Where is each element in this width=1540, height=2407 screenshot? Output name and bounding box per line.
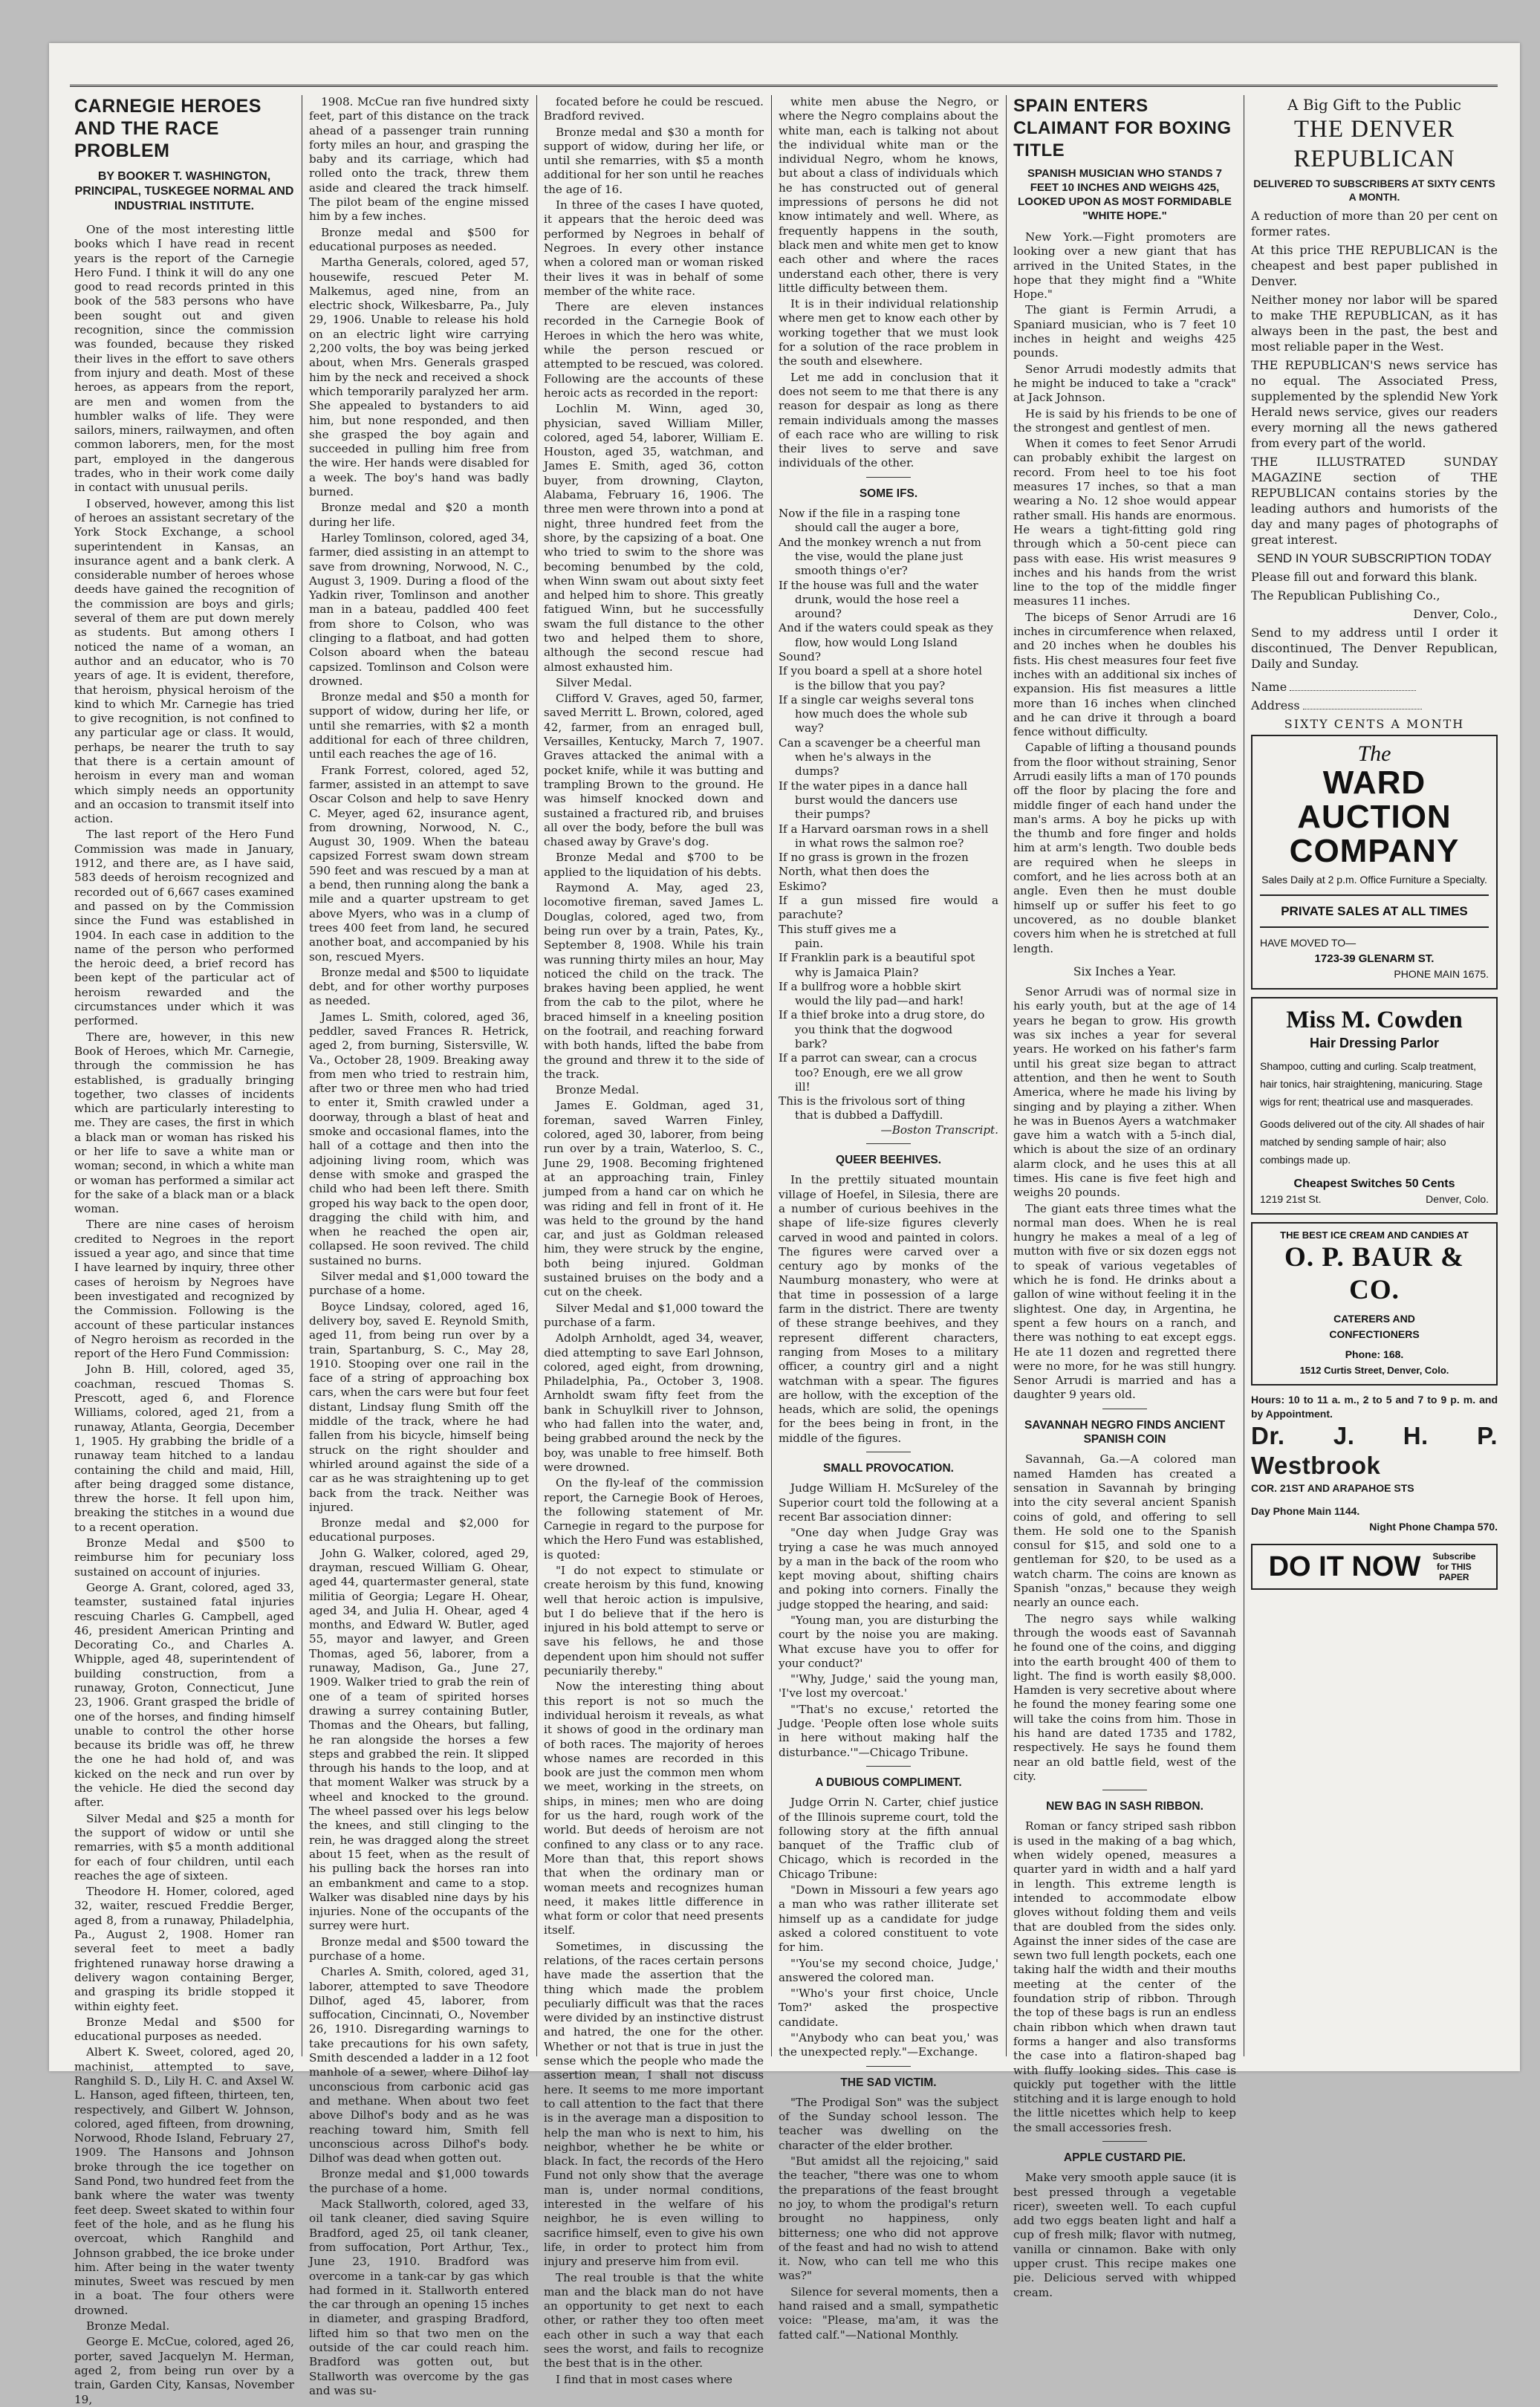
dubious-compliment-title: A DUBIOUS COMPLIMENT. — [815, 1776, 962, 1789]
apple-pie-text: Make very smooth apple sauce (it is best pressed through a vegetable ricer), sweeten well. To each cupful add two eggs beaten light and half a cup of fresh milk; flavor with nutmeg, vanilla or cinnamon. Bake with only upper crust. This recipe makes one pie. Delicious served with whipped cream. — [1013, 2171, 1236, 2299]
ward-moved: HAVE MOVED TO— — [1260, 937, 1357, 949]
paragraph: Bronze Medal and $500 for educational purposes as needed. — [74, 2015, 294, 2044]
poem-line: If a bullfrog wore a hobble skirt — [779, 979, 961, 993]
paragraph: Bronze medal and $500 toward the purchase of a home. — [309, 1935, 529, 1963]
paragraph: "One day when Judge Gray was trying a case he was much annoyed by a man in the back of the room who kept moving about, shifting chairs and poking into corners. Finally the judge stopped the hearing, and said: — [779, 1526, 998, 1611]
poem-line: Eskimo? — [779, 879, 827, 893]
paragraph: Silver Medal and $1,000 toward the purchase of a farm. — [544, 1301, 764, 1329]
denver-cta: SEND IN YOUR SUBSCRIPTION TODAY — [1256, 551, 1492, 565]
column-divider — [536, 95, 537, 2056]
paragraph: There are eleven instances recorded in the Carnegie Book of Heroes in which the hero was white, while the person rescued or attempted to be rescued, was colored. Following are the accounts of these heroic acts as recorded in the report: — [544, 300, 764, 400]
poem-line: their pumps? — [795, 808, 871, 822]
poem-line: And if the waters could speak as they — [779, 621, 993, 635]
denver-paragraphs — [1251, 208, 1498, 548]
cowden-ad — [1251, 997, 1498, 1215]
paragraph: New York.—Fight promoters are looking over a new giant that has arrived in the United States, in the hope that they might find a "White Hope." — [1013, 230, 1236, 302]
some-ifs-title: SOME IFS. — [859, 487, 918, 500]
poem-line: flow, how would Long Island — [795, 635, 958, 649]
cowden-address: 1219 21st St. — [1260, 1193, 1322, 1205]
queer-beehives-text: In the prettily situated mountain village of Hoefel, in Silesia, there are a number of curious beehives in the shape of life-size figures cleverly carved in wood and painted in colors. The figures were carved over a century ago by monks of the Naumburg monastery, who were at that time in possession of a large farm in the district. There are twenty of these strange beehives, and they represent different characters, ranging from Moses to a military officer, a country girl and a night watchman with a spear. The figures are hollow, with the exception of the heads, which are solid, the openings for the bees being in front, in the middle of the figures. — [779, 1173, 998, 1445]
paragraph: Bronze medal and $500 for educational purposes as needed. — [309, 225, 529, 253]
paragraph: Bronze medal and $2,000 for educational purposes. — [309, 1516, 529, 1544]
paragraph: Lochlin M. Winn, aged 30, physician, saved William Miller, colored, aged 54, laborer, William E. Houston, aged 35, watchman, and James E. Smith, aged 36, cotton buyer, from drowning, Clayton, Alabama, February 16, 1906. The three men were thrown into a pond at night, three hundred feet from the shore, by the capsizing of a boat. One who tried to swim to the shore was becoming benumbed by the cold, when Winn swam out about sixty feet and helped him to shore. This greatly fatigued Winn, but he successfully swam the full distance to the other two and helped them to shore, although the second rescue had almost exhausted him. — [544, 402, 764, 674]
poem-line: North, what then does the — [779, 865, 929, 879]
baur-line-2: CONFECTIONERS — [1329, 1328, 1420, 1340]
cowden-goods: Goods delivered out of the city. All shades of hair matched by sending sample of hair; also combings made up. — [1260, 1118, 1485, 1166]
paragraph: Clifford V. Graves, aged 50, farmer, saved Merritt L. Brown, colored, aged 42, farmer, from an enraged bull, Versailles, Kentucky, March 7, 1907. Graves attacked the animal with a pocket knife, while it was butting and trampling Brown to the ground. He was himself knocked down and sustained a fractured rib, and bruises all over the body, before the bull was chased away by Grave's dog. — [544, 692, 764, 849]
poem-line: why is Jamaica Plain? — [795, 965, 919, 979]
paragraph: Senor Arrudi was of normal size in his early youth, but at the age of 14 years he began to grow. His growth was six inches a year for several years. He worked on his father's farm until his great size began to attract attention, and then he went to South America, where he made his living by singing and by playing a zither. When he was in Buenos Ayers a watchmaker gave him a watch with a 5-inch dial, which is about the size of an ordinary alarm clock, and he uses this at all times. His cane is five feet high and weighs 20 pounds. — [1013, 985, 1236, 1200]
paragraph: The negro says while walking through the woods east of Savannah he found one of the coins, and digging into the earth brought 400 of them to light. The find is worth easily $8,000. Hamden is very secretive about where he found the money fearing some one will take the coins from him. Those in his hand are dated 1735 and 1782, respectively. He says he found them near an old battle field, west of the city. — [1013, 1611, 1236, 1783]
paragraph: Bronze medal and $30 a month for support of widow, during her life, or until she remarries, with $5 a month additional for her son until he reaches the age of 16. — [544, 125, 764, 196]
paragraph: Judge William H. McSureley of the Superior court told the following at a recent Bar association dinner: — [779, 1481, 998, 1524]
denver-title-1: THE DENVER — [1293, 116, 1455, 143]
small-provocation-title: SMALL PROVOCATION. — [823, 1462, 954, 1475]
column-1 — [74, 95, 294, 2406]
paragraph: When it comes to feet Senor Arrudi can probably exhibit the largest on record. From heel to toe his foot measures 17 inches, so that a man wearing a No. 12 shoe would appear rather small. His hands are enormous. He wears a tight-fitting gold ring through which a 50-cent piece can pass with ease. His wrist measures 9 inches and his hands from the wrist line to the top of the middle finger measures 11 inches. — [1013, 437, 1236, 608]
poem-line: Now if the file in a rasping tone — [779, 507, 961, 521]
paragraph: Theodore H. Homer, colored, aged 32, waiter, rescued Freddie Berger, aged 8, from a runaway, Philadelphia, Pa., August 2, 1908. Homer ran several feet to meet a badly frightened runaway horse drawing a delivery wagon containing Berger, and grasping its bridle stopped it within eighty feet. — [74, 1885, 294, 2013]
do-it-now-sub: Subscribe for THIS PAPER — [1432, 1551, 1476, 1582]
paragraph: "Young man, you are disturbing the court by the noise you are making. What excuse have you to offer for your conduct?' — [779, 1613, 998, 1670]
paragraph: "'Anybody who can beat you,' was the unexpected reply."—Exchange. — [779, 2031, 998, 2059]
cowden-city: Denver, Colo. — [1426, 1193, 1489, 1205]
paragraph: Silver Medal. — [556, 675, 632, 689]
address-label: Address — [1251, 698, 1300, 712]
small-provocation-text — [779, 1481, 998, 1760]
spanish-coin-text — [1013, 1452, 1236, 1784]
paragraph: Silence for several moments, then a hand raised and a small, sympathetic voice: "Please, ma'am, it was the fatted calf."—National Monthly. — [779, 2284, 998, 2342]
paragraph: Savannah, Ga.—A colored man named Hamden has created a sensation in Savannah by bringing into the city several ancient Spanish coins of gold, and offering to sell them. He sold one to the Spanish consul for $15, and sold one to a gentleman for $20, to be used as a watch charm. The coins are known as Spanish "onzas," because they weigh nearly an ounce each. — [1013, 1452, 1236, 1610]
denver-city: Denver, Colo., — [1413, 607, 1498, 621]
poem-line: If Franklin park is a beautiful spot — [779, 951, 975, 965]
paragraph: Bronze Medal. — [86, 2319, 170, 2333]
baur-name: O. P. BAUR & CO. — [1284, 1242, 1464, 1305]
spanish-coin-title: SAVANNAH NEGRO FINDS ANCIENT SPANISH COIN — [1024, 1418, 1226, 1446]
paragraph: Frank Forrest, colored, aged 52, farmer, assisted in an attempt to save Oscar Colson and help to save Henry C. Meyer, aged 62, insurance agent, from drowning, Norwood, N. C., August 30, 1909. When the bateau capsized Forrest swam down stream 590 feet and was rescued by a man at a bend, then running along the bank a mile and a quarter upstream to get above Myers, who was in a clump of trees 400 feet from land, he secured another boat, and accompanied by his son, rescued Myers. — [309, 763, 529, 964]
paragraph: Charles A. Smith, colored, aged 31, laborer, attempted to save Theodore Dilhof, aged 45, laborer, from suffocation, Cincinnati, O., November 26, 1910. Disregarding warnings to take precautions for his own safety, Smith descended a ladder in a 12 foot manhole of a sewer, where Dilhof lay unconscious from carbonic acid gas and methane. When about two feet above Dilhof's body and as he was reaching toward him, Smith fell unconscious across Dilhof's body. Dilhof was dead when gotten out. — [309, 1965, 529, 2166]
column-5 — [1013, 95, 1236, 2299]
denver-publisher: The Republican Publishing Co., — [1251, 588, 1440, 602]
ward-auction-ad — [1251, 735, 1498, 990]
poem-line: If a single car weighs several tons — [779, 692, 974, 706]
paragraph: Martha Generals, colored, aged 57, housewife, rescued Peter M. Malkemus, aged nine, from an electric shock, Wilkesbarre, Pa., July 29, 1906. Unable to release his hold on an electric light wire carrying 2,200 volts, the boy was being jerked about, when Mrs. Generals grasped him by the neck and received a shock which temporarily paralyzed her arm. She appealed to bystanders to aid him, but none responded, and then she grasped the boy again and succeeded in pulling him free from the wire. Her hands were disabled for a week. The boy's hand was badly burned. — [309, 256, 529, 499]
denver-intro: A Big Gift to the Public — [1287, 96, 1461, 114]
ward-phone: PHONE MAIN 1675. — [1394, 968, 1489, 980]
cowden-footer — [1260, 1192, 1489, 1207]
article-body-continued — [309, 95, 529, 2398]
paragraph: Bronze medal and $50 a month for support of widow, during her life, or until she remarries, with $2 a month additional for each of three children, until each reaches the age of 16. — [309, 690, 529, 761]
paragraph: Senor Arrudi modestly admits that he might be induced to take a "crack" at Jack Johnson. — [1013, 362, 1236, 405]
baur-ad — [1251, 1222, 1498, 1386]
paragraph: "I do not expect to stimulate or create heroism by this fund, knowing well that heroic action is impulsive, but I do believe that if the hero is injured in his bold attempt to serve or save his fellows, he and those dependent upon him should not suffer pecuniarily thereby." — [544, 1563, 764, 1678]
sad-victim-text — [779, 2096, 998, 2342]
do-it-now-ad — [1251, 1544, 1498, 1590]
poem-line: should call the auger a bore, — [795, 521, 960, 535]
ward-name-1: WARD AUCTION — [1297, 764, 1452, 835]
newspaper-page — [49, 43, 1520, 2406]
denver-title-2: REPUBLICAN — [1293, 146, 1455, 172]
name-field-row[interactable] — [1251, 679, 1498, 695]
denver-form-note: Please fill out and forward this blank. — [1251, 570, 1478, 584]
paragraph: George E. McCue, colored, aged 26, porter, saved Jacquelyn M. Herman, aged 2, from being run over by a train, Garden City, Kansas, November 19, — [74, 2335, 294, 2406]
paragraph: Now the interesting thing about this report is not so much the individual heroism it reveals, as what it shows of good in the ordinary man of both races. The majority of heroes whose names are recorded in this book are just the common men whom we meet, working in the streets, on ships, in mines; men who are doing for us the hard, rough work of the world. But deeds of heroism are not confined to any class or to any race. More than that, this report shows that when the ordinary man or woman meets and recognizes human need, it makes little difference in what form or color that need presents itself. — [544, 1680, 764, 1937]
poem-line: when he's always in the — [795, 750, 932, 764]
do-it-now-text: DO IT NOW — [1268, 1551, 1421, 1582]
paragraph: George A. Grant, colored, aged 33, teamster, sustained fatal injuries rescuing Charles G. Campbell, aged 46, president American Printing and Decorating Co., and Charles A. Whipple, aged 48, superintendent of building construction, from a runaway, Groton, Connecticut, June 23, 1906. Grant grasped the bridle of one of the horses, and finding himself unable to control the other horse because its bridle was off, he threw the one he had hold of, and was kicked on the neck and run over by the vehicle. He died the second day after. — [74, 1580, 294, 1810]
paragraph: 1908. McCue ran five hundred sixty feet, part of this distance on the track ahead of a passenger train running forty miles an hour, and grasping the baby and its carriage, which had rolled onto the track, threw them aside and cleared the track himself. The pilot beam of the engine missed him by a few inches. — [309, 95, 529, 224]
baur-address: 1512 Curtis Street, Denver, Colo. — [1299, 1365, 1449, 1376]
paragraph: Mack Stallworth, colored, aged 33, oil tank cleaner, died saving Squire Bradford, aged 25, oil tank cleaner, from suffocation, Port Arthur, Tex., June 23, 1910. Bradford was overcome in a tank-car by gas which had formed in it. Stallworth entered the car through an opening 15 inches in diameter, and grasping Bradford, lifted him so that two men on the outside of the car could reach him. Bradford was gotten out, but Stallworth was overcome by the gas and was su- — [309, 2198, 529, 2397]
apple-pie-title: APPLE CUSTARD PIE. — [1063, 2151, 1186, 2164]
paragraph: I find that in most cases where — [556, 2372, 732, 2386]
name-label: Name — [1251, 680, 1287, 694]
paragraph: On the fly-leaf of the commission report, the Carnegie Book of Heroes, the following statement of Mr. Carnegie in regard to the purpose for which the Hero Fund was established, is quoted: — [544, 1476, 764, 1562]
paragraph: "Down in Missouri a few years ago a man who was rather illiterate set himself up as a candidate for judge asked a colored constituent to vote for him. — [779, 1883, 998, 1955]
poem-line: the vise, would the plane just — [795, 549, 964, 563]
paragraph: There are nine cases of heroism credited to Negroes in the report issued a year ago, and since that time I have learned by inquiry, three other cases of heroism by Negroes have been investigated and recognized by the Commission. Following is the account of these particular instances of Negro heroism as recorded in the report of the Hero Fund Commission: — [74, 1218, 294, 1361]
ward-address: 1723-39 GLENARM ST. — [1314, 952, 1435, 965]
paragraph: Albert K. Sweet, colored, aged 20, machinist, attempted to save, Ranghild S. D., Lily H. C. and Axsel W. L. Hanson, aged fifteen, thirteen, ten, respectively, and Gilbert W. Johnson, colored, aged fifteen, from drowning, Norwood, Rhode Island, February 27, 1909. The Hansons and Johnson broke through the ice together on Sand Pond, two hundred feet from the bank where the water was twenty feet deep. Sweet skated to within four feet of the hole, and as he flung his overcoat, which Ranghild and Johnson grabbed, the ice broke under him. After being in the water twenty minutes, Sweet was rescued by men in a boat. The four others were drowned. — [74, 2045, 294, 2317]
paragraph: John G. Walker, colored, aged 29, drayman, rescued William G. Ohear, aged 44, quartermaster general, state militia of Georgia; Legare H. Ohear, aged 34, and Julia H. Ohear, aged 4 months, and Edward W. Butler, aged 55, mayor and lawyer, and Green Thomas, aged 56, laborer, from a runaway, Madison, Ga., June 27, 1909. Walker tried to grab the rein of one of a team of spirited horses drawing a surrey containing Butler, Thomas and the Ohears, but falling, he ran alongside the horses a few steps and grabbed the rein. It slipped through his hands to the loop, and at that moment Walker was struck by a wheel and knocked to the ground. The wheel passed over his legs below the knees, and still clinging to the rein, he was dragged along the street about 15 feet, when as the result of his pulling back the horses ran into an embankment and came to a stop. Walker was disabled nine days by his injuries. None of the occupants of the surrey were hurt. — [309, 1546, 529, 1933]
poem-line: is the billow that you pay? — [795, 678, 946, 692]
paragraph: THE REPUBLICAN'S news service has no equal. The Associated Press, supplemented by the splendid New York Herald news service, gives our readers every morning all the news gathered from every part of the world. — [1251, 358, 1498, 450]
poem-line: how much does the whole sub — [795, 707, 968, 721]
paragraph: The biceps of Senor Arrudi are 16 inches in circumference when relaxed, and 20 inches when he doubles his fists. His chest measures four feet five inches with an additional six inches of expansion. His fist measures a little more than 16 inches when clinched and he can drive it through a board fence without difficulty. — [1013, 610, 1236, 739]
column-6-ads — [1251, 95, 1498, 2056]
poem-line: pain. — [795, 936, 824, 950]
poem-line: dumps? — [795, 764, 839, 779]
paragraph: Judge Orrin N. Carter, chief justice of the Illinois supreme court, told the following story at the fifth annual banquet of the Traffic club of Chicago, which is recorded in the Chicago Tribune: — [779, 1796, 998, 1881]
poem-line: If a parrot can swear, can a crocus — [779, 1051, 977, 1065]
paragraph: The real trouble is that the white man and the black man do not have an opportunity to get next to each other, or rather they too often meet each other in such a way that each sees the worst, and fails to recognize the best that is in the other. — [544, 2270, 764, 2371]
denver-offer: DELIVERED TO SUBSCRIBERS AT SIXTY CENTS A MONTH. — [1253, 178, 1495, 203]
poem-line: If a gun missed fire would a parachute? — [779, 894, 998, 922]
paragraph: Capable of lifting a thousand pounds from the floor without straining, Senor Arrudi easily lifts a man of 170 pounds off the floor by placing the fore and middle finger of each hand under the man's arms. A boy he picks up with the thumb and fore finger and holds him at arm's length. Two double beds are required when he sleeps in comfort, and he lies across both at an angle. Even then he must double himself up or suffer his feet to go uncovered, as no double blanket covers him when he is stretched at full length. — [1013, 741, 1236, 955]
poem-line: Can a scavenger be a cheerful man — [779, 735, 981, 750]
poem-line: drunk, would the hose reel a — [795, 592, 959, 606]
article-conclusion — [779, 95, 998, 471]
paragraph: James E. Goldman, aged 31, foreman, saved Warren Finley, colored, aged 30, laborer, from being run over by a train, Waterloo, S. C., June 29, 1908. Becoming frightened at an approaching train, Finley jumped from a hand car on which he was riding and fell in front of it. He was held to the ground by the hand car, and just as Goldman released him, they were struck by the engine, both being injured. Goldman sustained bruises on the body and a cut on the cheek. — [544, 1099, 764, 1299]
paragraph: A reduction of more than 20 per cent on former rates. — [1251, 209, 1498, 238]
some-ifs-poem — [779, 507, 998, 1123]
paragraph: Bronze Medal. — [556, 1083, 640, 1097]
byline: BY BOOKER T. WASHINGTON, PRINCIPAL, TUSKEGEE NORMAL AND INDUSTRIAL INSTITUTE. — [74, 170, 294, 212]
paragraph: focated before he could be rescued. Bradford revived. — [544, 95, 764, 123]
sad-victim-title: THE SAD VICTIM. — [840, 2076, 937, 2089]
section-rule — [866, 477, 911, 478]
westbrook-address: COR. 21ST AND ARAPAHOE STS — [1251, 1482, 1414, 1494]
article-body-continued — [544, 95, 764, 2387]
poem-line: Sound? — [779, 649, 821, 663]
poem-line: If a thief broke into a drug store, do — [779, 1008, 985, 1022]
westbrook-name: Dr. J. H. P. Westbrook — [1251, 1422, 1498, 1479]
paragraph: Bronze medal and $1,000 towards the purchase of a home. — [309, 2167, 529, 2195]
sash-ribbon-title: NEW BAG IN SASH RIBBON. — [1046, 1800, 1203, 1813]
address-field-row[interactable] — [1251, 698, 1498, 713]
cowden-name: Miss M. Cowden — [1286, 1007, 1463, 1033]
spain-article-continued — [1013, 985, 1236, 1403]
paragraph: Raymond A. May, aged 23, locomotive fireman, saved James L. Douglas, colored, aged two, from being run over by a train, Pates, Ky., September 8, 1908. While his train was running thirty miles an hour, May noticed the child on the track. The brakes having been applied, he went from the cab to the pilot, where he braced himself in a kneeling position on the footrail, and reaching forward with both hands, lifted the babe from the ground and threw it to the side of the track. — [544, 881, 764, 1081]
poem-line: ill! — [795, 1079, 810, 1094]
ward-name-2: COMPANY — [1289, 833, 1460, 869]
dubious-compliment-text — [779, 1796, 998, 2059]
spain-article — [1013, 230, 1236, 956]
paragraph: Harley Tomlinson, colored, aged 34, farmer, died assisting in an attempt to save from drowning, Norwood, N. C., August 3, 1909. During a flood of the Yadkin river, Tomlinson and another man in a bateau, paddled 400 feet from shore to Colson, who was clinging to a flatboat, and had gotten Colson aboard when the bateau capsized. Tomlinson and Colson were drowned. — [309, 530, 529, 688]
article-body — [74, 223, 294, 2407]
paragraph: Adolph Arnholdt, aged 34, weaver, died attempting to save Earl Johnson, colored, aged eight, from drowning, Philadelphia, Pa., October 3, 1908. Arnholdt swam fifty feet from the bank in Schuylkill river to Johnson, who had fallen into the water, and, being grabbed around the neck by the boy, was unable to free himself. Both were drowned. — [544, 1331, 764, 1474]
poem-line: way? — [795, 721, 824, 735]
sash-ribbon-text: Roman or fancy striped sash ribbon is used in the making of a bag which, when widely opened, measures a quarter yard in width and a half yard in length. This extreme length is intended to accommodate elbow gloves without folding them and veils that are doubled from the sides only. Against the inner sides of the case are sewn two full length pockets, each one taking half the width and their mouths meeting at the center of the foundation strip of ribbon. Through the top of these bags is run an endless chain ribbon which when drawn taut forms a hanger and also transforms the case into a flatiron-shaped bag with fluffy looking sides. This case is quickly put together with the little stitching and it is large enough to hold the little nicettes which help to keep the small accessories fresh. — [1013, 1819, 1236, 2134]
paragraph: "'You'se my second choice, Judge,' answered the colored man. — [779, 1956, 998, 1984]
column-divider — [771, 95, 772, 2056]
westbrook-ad — [1251, 1393, 1498, 1535]
column-3 — [544, 95, 764, 2386]
paragraph: "The Prodigal Son" was the subject of the Sunday school lesson. The teacher was dwelling on the character of the elder brother. — [779, 2095, 998, 2152]
poem-line: And the monkey wrench a nut from — [779, 535, 981, 549]
column-2 — [309, 95, 529, 2397]
paragraph: "'Who's your first choice, Uncle Tom?' asked the prospective candidate. — [779, 1987, 998, 2029]
poem-line: smooth things o'er? — [795, 564, 908, 578]
poem-line: If you board a spell at a shore hotel — [779, 664, 982, 678]
poem-line: that is dubbed a Daffydill. — [795, 1108, 943, 1123]
ward-private: PRIVATE SALES AT ALL TIMES — [1281, 904, 1468, 918]
cowden-switches: Cheapest Switches 50 Cents — [1293, 1177, 1455, 1190]
column-4 — [779, 95, 998, 2342]
poem-line: This stuff gives me a — [779, 922, 897, 936]
denver-republican-ad — [1251, 95, 1498, 732]
poem-line: you think that the dogwood — [795, 1022, 953, 1036]
paragraph: I observed, however, among this list of heroes an assistant secretary of the York Stock Exchange, a school superintendent in Kansas, an insurance agent and a bank clerk. A considerable number of heroes whose deeds have gained the recognition of the commission are boys and girls; several of them are put down merely as students. But among others I noticed the name of a woman, an author and an educator, who is 70 years of age. It is evident, therefore, that heroism, physical heroism of the kind to which Mr. Carnegie has tried to give recognition, is not confined to any particular age or class. It would, perhaps, be nearer the truth to say that there is a certain amount of heroism in every man and woman which simply needs an opportunity and an occasion to transmit itself into action. — [74, 496, 294, 826]
baur-line-1: CATERERS AND — [1333, 1313, 1415, 1325]
ward-the: The — [1357, 741, 1391, 766]
section-rule — [866, 1766, 911, 1767]
westbrook-day-phone: Day Phone Main 1144. — [1251, 1505, 1360, 1517]
section-rule — [1102, 2141, 1147, 2142]
paragraph: John B. Hill, colored, aged 35, coachman, rescued Thomas S. Prescott, aged 6, and Florence Williams, colored, aged 21, from a runaway, Atlanta, Georgia, December 1, 1905. Hy grabbing the bridle of a runaway team hitched to a landau containing the child and maid, Hill, after being dragged some distance, threw the horse. It fell upon him, breaking the stitches in a wound due to a recent operation. — [74, 1362, 294, 1534]
paragraph: The giant eats three times what the normal man does. When he is real hungry he makes a meal of a leg of mutton with five or six dozen eggs not to speak of various vegetables of which he is fond. He drinks about a gallon of wine without feeling it in the slightest. One day, in Argentina, he spent a few hours on a ranch, and there was nothing to eat except eggs. He ate 11 dozen and regretted there were no more, for he was still hungry. Senor Arrudi is married and has a daughter 9 years old. — [1013, 1201, 1236, 1402]
baur-top: THE BEST ICE CREAM AND CANDIES AT — [1280, 1230, 1469, 1241]
ward-sales: Sales Daily at 2 p.m. Office Furniture a Specialty. — [1261, 874, 1487, 886]
headline-carnegie-heroes: CARNEGIE HEROES AND THE RACE PROBLEM — [74, 96, 261, 161]
paragraph: white men abuse the Negro, or where the Negro complains about the white man, each is talking not about the individual white man or the individual Negro, whom he knows, but about a class of individuals which he has constructed out of general impressions of persons he did not know intimately and well. Where, as frequently happens in the south, black men and white men get to know each other and where the races understand each other, there is very little difficulty between them. — [779, 95, 998, 295]
paragraph: Sometimes, in discussing the relations, of the races certain persons have made the assertion that the thing which made the problem peculiarly difficult was that the races were divided by an instinctive distrust and hatred, the one for the other. Whether or not that is true in just the sense which the people who made the assertion mean, I shall not discuss here. It seems to me more important to call attention to the fact that there is in the average man a disposition to help the man who is next to him, his neighbor, whether he be white or black. In fact, the records of the Hero Fund not only show that the average man is, under normal conditions, interested in the welfare of his neighbor, he is even willing to sacrifice himself, even to give his own life, in order to protect him from injury and preserve him from evil. — [544, 1939, 764, 2269]
six-inches-subhead: Six Inches a Year. — [1073, 964, 1177, 978]
poem-line: too? Enough, ere we all grow — [795, 1065, 963, 1079]
poem-line: If the water pipes in a dance hall — [779, 779, 968, 793]
paragraph: James L. Smith, colored, aged 36, peddler, saved Frances R. Hetrick, aged 2, from burning, Sistersville, W. Va., October 28, 1909. Breaking away from men who tried to restrain him, after two or three men who had tried to enter it, Smith crawled under a doorway, through a blast of heat and smoke and occasional flames, into the hall of a cottage and then into the adjoining living room, which was dense with smoke and grasped the child who had been left there. Smith groped his way back to the open door, dragging the child with him, and when he reached the open air, collapsed. He soon revived. The child sustained no burns. — [309, 1010, 529, 1267]
poem-line: around? — [795, 607, 842, 621]
denver-form-text: Send to my address until I order it discontinued, The Denver Republican, Daily and Sunday. — [1251, 626, 1498, 671]
paragraph: One of the most interesting little books which I have read in recent years is the report of the Carnegie Hero Fund. I think it will do any one good to read records printed in this book of the 583 persons who have been sought out and given recognition, since the commission was founded, because they risked their lives in the effort to save others from injury and death. Most of these heroes, as appears from the report, are men and women from the humbler walks of life. They were sailors, miners, railwaymen, and often common laborers, men, for the most part, employed in the dangerous trades, who in their work come daily in contact with unusual perils. — [74, 223, 294, 495]
poem-line: If a Harvard oarsman rows in a shell — [779, 822, 989, 836]
paragraph: Bronze medal and $500 to liquidate debt, and for other worthy purposes as needed. — [309, 965, 529, 1008]
paragraph: Neither money nor labor will be spared to make THE REPUBLICAN, as it has always been in the past, the best and most reliable paper in the West. — [1251, 293, 1498, 354]
westbrook-hours: Hours: 10 to 11 a. m., 2 to 5 and 7 to 9 p. m. and by Appointment. — [1251, 1394, 1498, 1420]
section-rule — [866, 2066, 911, 2067]
section-rule — [866, 1143, 911, 1144]
cowden-services: Shampoo, cutting and curling. Scalp treatment, hair tonics, hair straightening, manicuring. Stage wigs for rent; theatrical use and masquerades. — [1260, 1060, 1483, 1108]
poem-line: If the house was full and the water — [779, 578, 978, 592]
paragraph: He is said by his friends to be one of the strongest and gentlest of men. — [1013, 406, 1236, 435]
poem-line: This is the frivolous sort of thing — [779, 1094, 966, 1108]
name-blank[interactable] — [1290, 690, 1416, 691]
poem-source: —Boston Transcript. — [880, 1123, 998, 1137]
paragraph: Silver medal and $1,000 toward the purchase of a home. — [309, 1270, 529, 1298]
paragraph: Bronze medal and $20 a month during her life. — [309, 501, 529, 529]
paragraph: There are, however, in this new Book of Heroes, which Mr. Carnegie, through the commission he has established, is gradually bringing together, two classes of incidents which are particularly interesting to me. They are cases, the first in which a black man or woman has risked his or her life to save a white man or woman; second, in which a white man or woman has performed a similar act for the sake of a black man or a black woman. — [74, 1030, 294, 1216]
headline-spain-boxing: SPAIN ENTERS CLAIMANT FOR BOXING TITLE — [1013, 96, 1232, 160]
paragraph: The giant is Fermin Arrudi, a Spaniard musician, who is 7 feet 10 inches in height and weighs 425 pounds. — [1013, 303, 1236, 360]
baur-phone: Phone: 168. — [1345, 1348, 1404, 1360]
subhead-spain: SPANISH MUSICIAN WHO STANDS 7 FEET 10 INCHES AND WEIGHS 425, LOOKED UPON AS MOST FORMIDABLE "WHITE HOPE." — [1018, 167, 1232, 222]
paragraph: It is in their individual relationship where men get to know each other by working together that we must look for a solution of the race problem in the south and elsewhere. — [779, 297, 998, 368]
paragraph: The last report of the Hero Fund Commission was made in January, 1912, and there are, as I have said, 583 deeds of heroism recognized and recorded out of 6,667 cases examined and passed on by the Commission since the Fund was established in 1904. In each case in addition to the name of the person who performed the heroic deed, a brief record has been kept of the particular act of heroism rewarded and the circumstances under which it was performed. — [74, 828, 294, 1028]
paragraph: "'That's no excuse,' retorted the Judge. 'People often lose whole suits in here without making half the disturbance.'"—Chicago Tribune. — [779, 1702, 998, 1759]
poem-line: If no grass is grown in the frozen — [779, 851, 969, 865]
paragraph: Boyce Lindsay, colored, aged 16, delivery boy, saved E. Reynold Smith, aged 11, from being run over by a train, Spartanburg, S. C., May 28, 1910. Stooping over one rail in the face of a string of approaching box cars, when the cars were but four feet distant, Lindsay flung Smith off the middle of the track, where he had fallen from his bicycle, himself being struck on the right shoulder and whirled around against the side of a car as he was straightening up to get back from the track. Neither was injured. — [309, 1299, 529, 1514]
paragraph: Let me add in conclusion that it does not seem to me that there is any reason for despair as long as there remain individuals among the masses of each race who are willing to risk their lives to serve and save individuals of the other. — [779, 370, 998, 470]
top-rule — [70, 85, 1498, 87]
ward-rule — [1260, 926, 1489, 928]
poem-line: in what rows the salmon roe? — [795, 836, 964, 850]
paragraph: At this price THE REPUBLICAN is the cheapest and best paper published in Denver. — [1251, 243, 1498, 288]
paragraph: Bronze Medal and $700 to be applied to the liquidation of his debts. — [544, 851, 764, 879]
paragraph: Silver Medal and $25 a month for the support of widow or until she remarries, with $5 a month additional for each of four children, until each reaches the age of sixteen. — [74, 1811, 294, 1883]
poem-line: bark? — [795, 1037, 828, 1050]
poem-line: would the lily pad—and hark! — [795, 994, 964, 1008]
paragraph: "'Why, Judge,' said the young man, 'I've lost my overcoat.' — [779, 1672, 998, 1701]
denver-footer: SIXTY CENTS A MONTH — [1284, 717, 1465, 731]
paragraph: THE ILLUSTRATED SUNDAY MAGAZINE section of THE REPUBLICAN contains stories by the leading authors and humorists of the day and many pages of photographs of great interest. — [1251, 455, 1498, 547]
cowden-sub: Hair Dressing Parlor — [1309, 1036, 1440, 1050]
paragraph: Bronze Medal and $500 to reimburse him for pecuniary loss sustained on account of injuries. — [74, 1536, 294, 1579]
ward-rule — [1260, 894, 1489, 896]
paragraph: In three of the cases I have quoted, it appears that the heroic deed was performed by Negroes in behalf of Negroes. In every other instance when a colored man or woman risked their lives it was in behalf of some member of the white race. — [544, 198, 764, 298]
westbrook-night-phone: Night Phone Champa 570. — [1369, 1521, 1498, 1533]
poem-line: burst would the dancers use — [795, 793, 958, 807]
queer-beehives-title: QUEER BEEHIVES. — [835, 1154, 942, 1167]
column-divider — [1006, 95, 1007, 2056]
paragraph: "But amidst all the rejoicing," said the teacher, "there was one to whom the preparations of the feast brought no joy, to whom the prodigal's return brought no happiness, only bitterness; one who did not approve of the feast and had no wish to attend it. Now, who can tell me who this was?" — [779, 2154, 998, 2283]
